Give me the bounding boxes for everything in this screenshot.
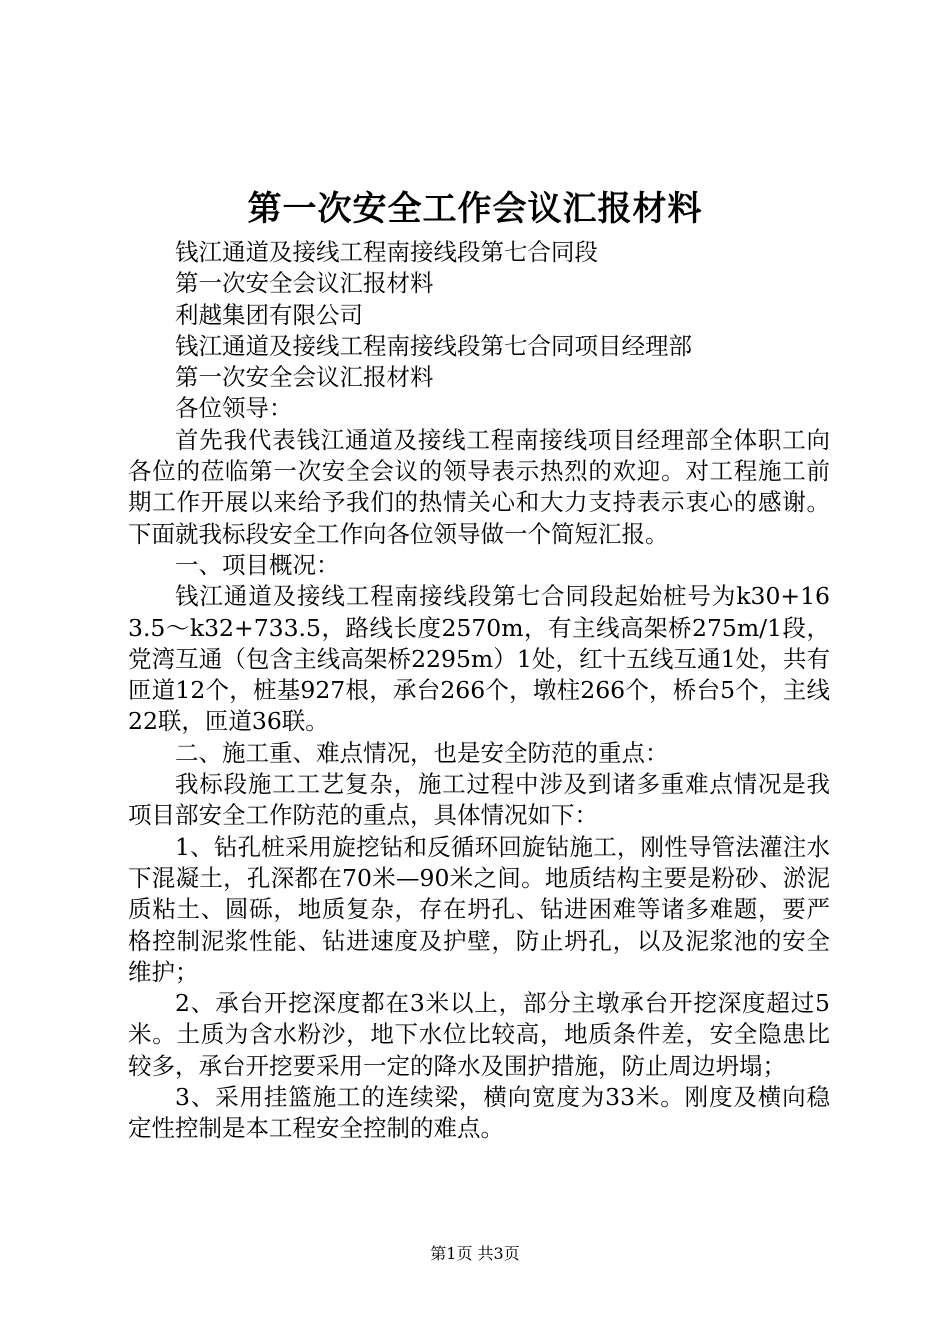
paragraph-project-overview: 钱江通道及接线工程南接线段第七合同段起始桩号为k30+163.5～k32+733.5，路线长度2570m，有主线高架桥275m/1段，党湾互通（包含主线高架桥2295m）1处，红十五线互通1处，共有匝道12个，桩基927根，承台266个，墩柱266个，桥台5个，主线22联，匝道36联。 (128, 582, 830, 736)
paragraph-salutation: 各位领导： (175, 394, 293, 423)
paragraph-report-subtitle: 第一次安全会议汇报材料 (175, 269, 434, 298)
paragraph-item-1: 1、钻孔桩采用旋挖钻和反循环回旋钻施工，刚性导管法灌注水下混凝土，孔深都在70米—90米之间。地质结构主要是粉砂、淤泥质粘土、圆砾，地质复杂，存在坍孔、钻进困难等诸多难题，要严格控制泥浆性能、钻进速度及护壁，防止坍孔，以及泥浆池的安全维护； (128, 832, 830, 986)
paragraph-difficulties-intro: 我标段施工工艺复杂，施工过程中涉及到诸多重难点情况是我项目部安全工作防范的重点，具体情况如下： (128, 770, 830, 830)
paragraph-report-subtitle-2: 第一次安全会议汇报材料 (175, 363, 434, 392)
heading-project-overview: 一、项目概况： (175, 550, 340, 579)
page-footer: 第1页 共3页 (430, 1244, 520, 1263)
paragraph-company-name: 利越集团有限公司 (175, 300, 363, 329)
paragraph-project-department: 钱江通道及接线工程南接线段第七合同项目经理部 (175, 331, 692, 360)
document-title: 第一次安全工作会议汇报材料 (247, 189, 703, 229)
paragraph-item-2: 2、承台开挖深度都在3米以上，部分主墩承台开挖深度超过5米。土质为含水粉沙，地下水位比较高，地质条件差，安全隐患比较多，承台开挖要采用一定的降水及围护措施，防止周边坍塌； (128, 989, 830, 1080)
document-body (128, 237, 830, 1145)
paragraph-contract-section: 钱江通道及接线工程南接线段第七合同段 (175, 238, 598, 266)
heading-key-difficulties: 二、施工重、难点情况，也是安全防范的重点： (175, 738, 669, 767)
paragraph-opening: 首先我代表钱江通道及接线工程南接线项目经理部全体职工向各位的莅临第一次安全会议的领导表示热烈的欢迎。对工程施工前期工作开展以来给予我们的热情关心和大力支持表示衷心的感谢。下面就我标段安全工作向各位领导做一个简短汇报。 (128, 425, 830, 548)
paragraph-item-3: 3、采用挂篮施工的连续梁，横向宽度为33米。刚度及横向稳定性控制是本工程安全控制的难点。 (128, 1083, 830, 1143)
